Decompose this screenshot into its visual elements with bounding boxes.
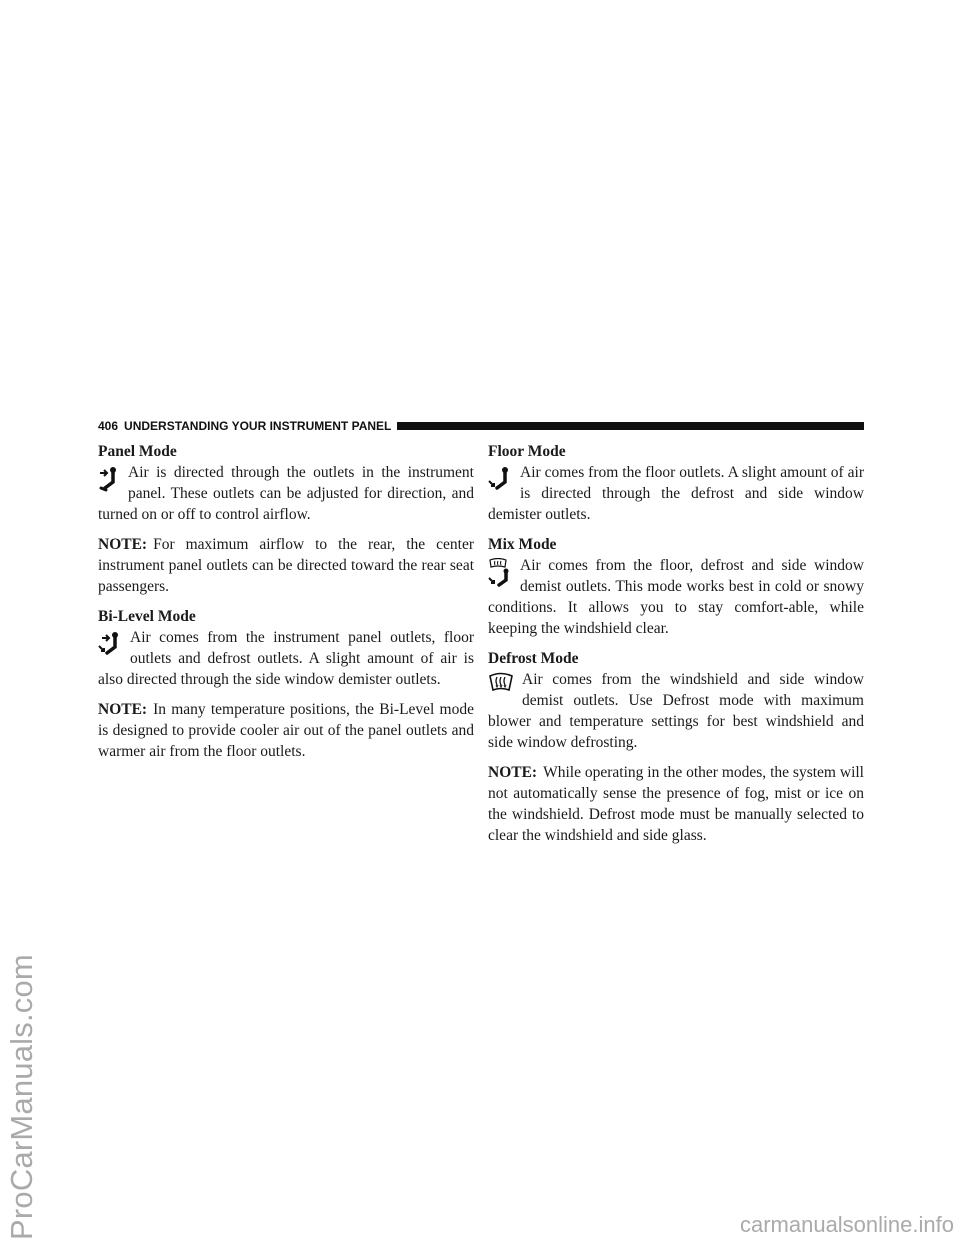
- panel-mode-heading: Panel Mode: [98, 443, 177, 460]
- bi-level-mode-section: [98, 606, 474, 690]
- defrost-mode-icon: [488, 672, 514, 694]
- page-header: [98, 419, 864, 433]
- note-label: NOTE:: [98, 701, 148, 718]
- note-label: NOTE:: [98, 536, 148, 553]
- right-column: [488, 441, 864, 855]
- defrost-mode-section: [488, 648, 864, 753]
- panel-mode-text: Air is directed through the outlets in the instrument panel. These outlets can be adjusted for direction, and turned on or off to control airflow.: [98, 464, 474, 523]
- defrost-mode-text: Air comes from the windshield and side window demist outlets. Use Defrost mode with maximum blower and temperature settings for best windshield and side window defrosting.: [488, 671, 864, 751]
- defrost-mode-heading: Defrost Mode: [488, 650, 579, 667]
- header-rule: [397, 422, 864, 430]
- note-rear-airflow: [98, 534, 474, 597]
- chapter-title: UNDERSTANDING YOUR INSTRUMENT PANEL: [124, 419, 392, 433]
- mix-mode-icon: [488, 558, 512, 588]
- side-watermark: ProCarManuals.com: [4, 954, 39, 1240]
- mix-mode-heading: Mix Mode: [488, 536, 557, 553]
- panel-mode-icon: [98, 465, 120, 493]
- panel-mode-section: [98, 441, 474, 525]
- bi-level-mode-heading: Bi-Level Mode: [98, 608, 196, 625]
- mix-mode-section: [488, 534, 864, 639]
- bi-level-mode-icon: [98, 630, 122, 658]
- mix-mode-text: Air comes from the floor, defrost and side window demist outlets. This mode works best in cold or snowy conditions. It allows you to stay comfort-able, while keeping the windshield clear.: [488, 557, 864, 637]
- note-bi-level: [98, 699, 474, 762]
- note-text: While operating in the other modes, the system will not automatically sense the presence of fog, mist or ice on the windshield. Defrost mode must be manually selected to clear the windshield and side glass.: [488, 764, 864, 844]
- floor-mode-text: Air comes from the floor outlets. A slight amount of air is directed through the defrost and side window demister outlets.: [488, 464, 864, 523]
- bottom-watermark: carmanualsonline.info: [739, 1212, 954, 1237]
- note-text: In many temperature positions, the Bi-Level mode is designed to provide cooler air out of the panel outlets and warmer air from the floor outlets.: [98, 701, 474, 760]
- bi-level-mode-text: Air comes from the instrument panel outlets, floor outlets and defrost outlets. A slight amount of air is also directed through the side window demister outlets.: [98, 629, 474, 688]
- floor-mode-section: [488, 441, 864, 525]
- left-column: [98, 441, 474, 771]
- floor-mode-heading: Floor Mode: [488, 443, 566, 460]
- note-defrost: [488, 762, 864, 846]
- note-label: NOTE:: [488, 764, 538, 781]
- floor-mode-icon: [488, 465, 512, 493]
- note-text: For maximum airflow to the rear, the center instrument panel outlets can be directed toward the rear seat passengers.: [98, 536, 474, 595]
- page-number: 406: [98, 419, 119, 433]
